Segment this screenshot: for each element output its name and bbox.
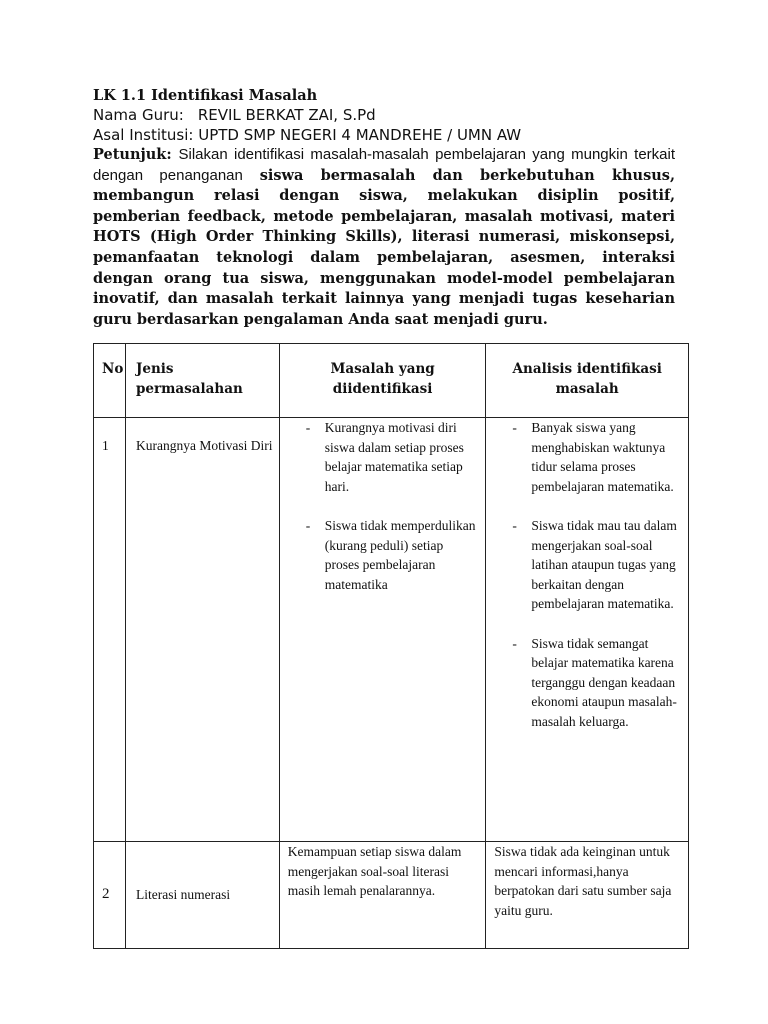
header-no: No bbox=[94, 344, 126, 418]
list-item bbox=[487, 418, 687, 496]
list-item bbox=[487, 516, 687, 614]
header-jenis-line1: Jenis bbox=[135, 361, 174, 377]
header-analisis-line1: Analisis identifikasi bbox=[512, 361, 662, 377]
list-item bbox=[281, 418, 485, 496]
dash-bullet: - bbox=[305, 420, 311, 435]
institution-label: Asal Institusi: bbox=[93, 125, 194, 144]
list-item-text: Siswa tidak memperdulikan (kurang peduli) setiap proses pembelajaran matematika bbox=[324, 517, 476, 592]
list-item-text: Kurangnya motivasi diri siswa dalam setiap proses belajar matematika setiap hari. bbox=[324, 420, 464, 494]
header-analisis bbox=[486, 344, 689, 418]
header-masalah-line2: diidentifikasi bbox=[332, 381, 433, 397]
document-title: LK 1.1 Identifikasi Masalah bbox=[93, 87, 318, 104]
header-masalah bbox=[279, 344, 486, 418]
list-item-text: Siswa tidak semangat belajar matematika karena terganggu dengan keadaan ekonomi ataupun masalah-masalah keluarga. bbox=[531, 635, 677, 729]
teacher-name-value: REVIL BERKAT ZAI, S.Pd bbox=[197, 106, 376, 124]
dash-bullet: - bbox=[512, 635, 517, 651]
header-jenis bbox=[125, 344, 279, 418]
teacher-name-line bbox=[93, 106, 675, 126]
row-jenis: Literasi numerasi bbox=[125, 842, 279, 949]
institution-value: UPTD SMP NEGERI 4 MANDREHE / UMN AW bbox=[198, 125, 522, 144]
institution-line bbox=[93, 126, 675, 146]
document-header bbox=[93, 86, 675, 330]
instructions-label: Petunjuk: bbox=[93, 146, 172, 163]
teacher-name-label: Nama Guru: bbox=[93, 106, 184, 124]
table-header-row bbox=[94, 344, 689, 418]
row-analisis-cell: Siswa tidak ada keinginan untuk mencari informasi,hanya berpatokan dari satu sumber saja yaitu guru. bbox=[486, 842, 689, 949]
row-masalah-cell bbox=[279, 418, 486, 842]
instructions-paragraph bbox=[93, 145, 675, 330]
instructions-normal-text: Silakan identifikasi masalah-masalah pembelajaran yang mungkin terkait dengan penanganan bbox=[93, 146, 675, 184]
list-item-text: Banyak siswa yang menghabiskan waktunya tidur selama proses pembelajaran matematika. bbox=[531, 420, 674, 494]
list-item bbox=[281, 516, 485, 594]
row-number: 1 bbox=[94, 418, 126, 842]
dash-bullet: - bbox=[512, 517, 517, 533]
table-row bbox=[94, 842, 689, 949]
row-analisis-cell bbox=[486, 418, 689, 842]
list-item-text: Siswa tidak mau tau dalam mengerjakan soal-soal latihan ataupun tugas yang berkaitan dengan pembelajaran matematika. bbox=[531, 517, 677, 612]
dash-bullet: - bbox=[305, 517, 311, 533]
row-masalah-cell: Kemampuan setiap siswa dalam mengerjakan soal-soal literasi masih lemah penalarannya. bbox=[279, 842, 486, 949]
header-analisis-line2: masalah bbox=[555, 381, 619, 397]
masalah-list bbox=[281, 418, 485, 594]
dash-bullet: - bbox=[512, 420, 517, 435]
list-item bbox=[487, 634, 687, 732]
row-number: 2 bbox=[94, 842, 126, 949]
table-row bbox=[94, 418, 689, 842]
analisis-list bbox=[487, 418, 687, 732]
instructions-bold-text: siswa bermasalah dan berkebutuhan khusus, membangun relasi dengan siswa, melakukan disiplin positif, pemberian feedback, metode pembelajaran, masalah motivasi, materi HOTS (High Order Thinking Skills), literasi numerasi, miskonsepsi, pemanfaatan teknologi dalam pembelajaran, asesmen, interaksi dengan orang tua siswa, menggunakan model-model pembelajaran inovatif, dan masalah terkait lainnya yang menjadi tugas keseharian guru berdasarkan pengalaman Anda saat menjadi guru. bbox=[93, 166, 675, 328]
problem-identification-table bbox=[93, 343, 689, 949]
row-jenis: Kurangnya Motivasi Diri bbox=[125, 418, 279, 842]
header-masalah-line1: Masalah yang bbox=[330, 361, 435, 377]
header-jenis-line2: permasalahan bbox=[135, 381, 243, 397]
